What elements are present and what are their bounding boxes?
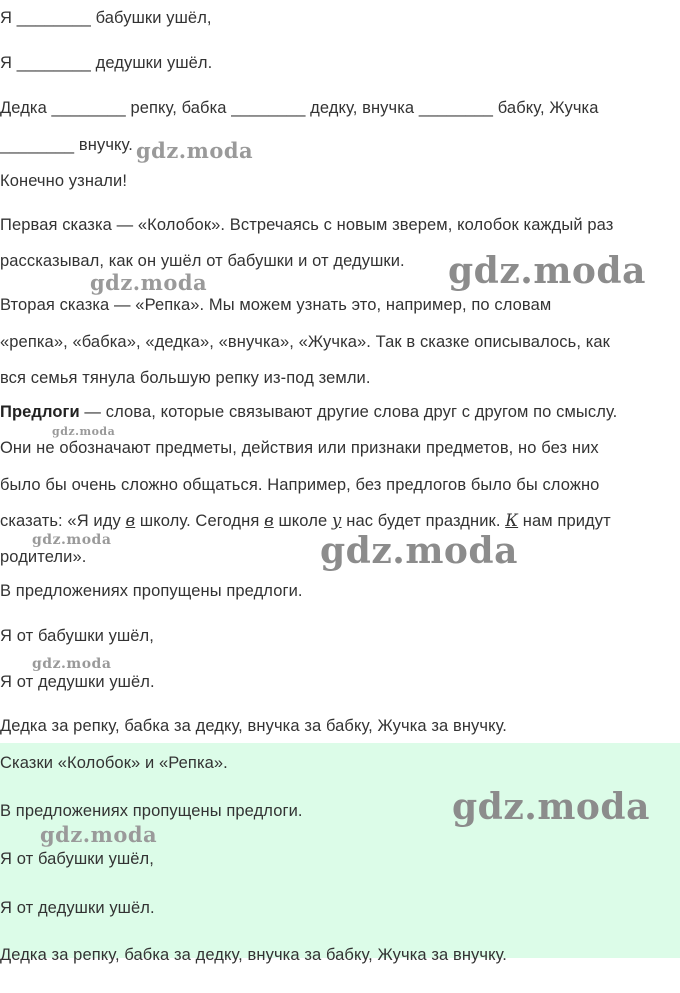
watermark: gdz.moda xyxy=(320,530,518,572)
paragraph-first-tale-line-2: рассказывал, как он ушёл от бабушки и от дедушки. xyxy=(0,252,405,270)
paragraph-intro: Конечно узнали! xyxy=(0,172,128,190)
watermark: gdz.moda xyxy=(52,425,116,438)
example-text: сказать: «Я иду xyxy=(0,512,126,530)
answer-line-1: Сказки «Колобок» и «Репка». xyxy=(0,754,228,772)
paragraph-prepositions-line-2: Они не обозначают предметы, действия или признаки предметов, но без них xyxy=(0,439,599,457)
watermark: gdz.moda xyxy=(90,270,208,295)
handwritten-preposition: в xyxy=(264,511,274,530)
definition-text: — слова, которые связывают другие слова друг с другом по смыслу. xyxy=(79,403,618,421)
watermark: gdz.moda xyxy=(32,532,112,548)
answer-line-3: Я от бабушки ушёл, xyxy=(0,850,154,868)
answer-line-4: Я от дедушки ушёл. xyxy=(0,899,155,917)
example-text: школу. Сегодня xyxy=(135,512,265,530)
example-text: школе xyxy=(273,512,332,530)
watermark: gdz.moda xyxy=(32,656,112,672)
example-text: нам придут xyxy=(518,512,611,530)
task-line-2: Я ________ дедушки ушёл. xyxy=(0,54,213,72)
answer-line-2: В предложениях пропущены предлоги. xyxy=(0,802,303,820)
task-line-1: Я ________ бабушки ушёл, xyxy=(0,9,212,27)
paragraph-prepositions-line-3: было бы очень сложно общаться. Например, без предлогов было бы сложно xyxy=(0,476,600,494)
paragraph-prepositions-line-5: родители». xyxy=(0,548,87,566)
example-text: нас будет праздник. xyxy=(341,512,506,530)
task-line-3: Дедка ________ репку, бабка ________ дедку, внучка ________ бабку, Жучка xyxy=(0,99,599,117)
watermark: gdz.moda xyxy=(448,250,646,292)
watermark: gdz.moda xyxy=(452,786,650,828)
paragraph-second-tale-line-1: Вторая сказка — «Репка». Мы можем узнать это, например, по словам xyxy=(0,296,552,314)
solution-sentence-2: Я от дедушки ушёл. xyxy=(0,673,155,691)
solution-sentence-3: Дедка за репку, бабка за дедку, внучка за бабку, Жучка за внучку. xyxy=(0,717,507,735)
paragraph-second-tale-line-2: «репка», «бабка», «дедка», «внучка», «Жучка». Так в сказке описывалось, как xyxy=(0,333,610,351)
answer-line-5: Дедка за репку, бабка за дедку, внучка за бабку, Жучка за внучку. xyxy=(0,946,507,964)
handwritten-preposition: в xyxy=(125,511,136,530)
paragraph-second-tale-line-3: вся семья тянула большую репку из-под земли. xyxy=(0,369,371,387)
paragraph-prepositions-line-4 xyxy=(0,511,611,531)
handwritten-preposition: К xyxy=(505,511,519,530)
term-prepositions: Предлоги xyxy=(0,403,80,421)
paragraph-missing-prepositions: В предложениях пропущены предлоги. xyxy=(0,582,303,600)
paragraph-prepositions-line-1 xyxy=(0,402,617,422)
task-line-4: ________ внучку. xyxy=(0,136,133,154)
watermark: gdz.moda xyxy=(136,138,254,163)
watermark: gdz.moda xyxy=(40,822,158,847)
solution-sentence-1: Я от бабушки ушёл, xyxy=(0,627,154,645)
paragraph-first-tale-line-1: Первая сказка — «Колобок». Встречаясь с новым зверем, колобок каждый раз xyxy=(0,216,614,234)
handwritten-preposition: у xyxy=(331,511,342,530)
